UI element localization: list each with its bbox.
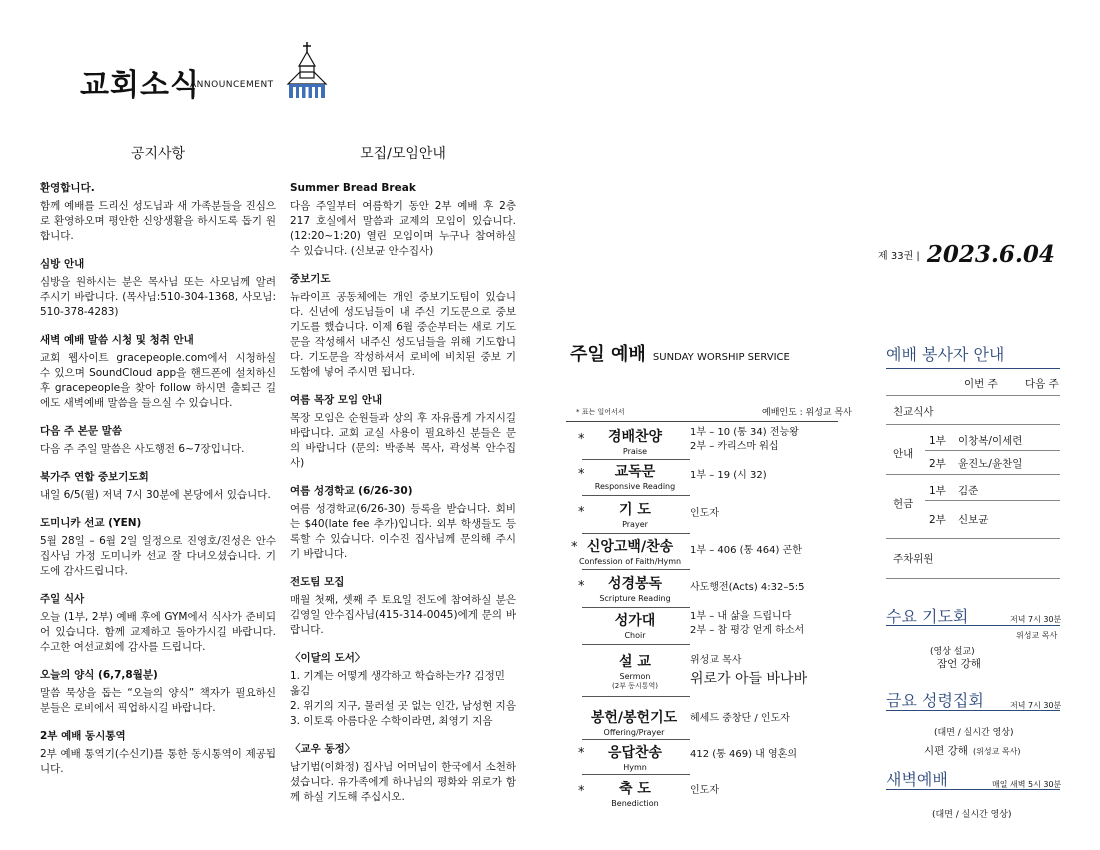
order-title: 신앙고백/찬송 <box>586 539 674 555</box>
order-subtitle: Scripture Reading <box>599 594 671 603</box>
notice-body: 2부 예배 통역기(수신기)를 통한 동시통역이 제공됩니다. <box>40 748 276 775</box>
notice-title: 주일 식사 <box>40 593 85 605</box>
servants-title: 예배 봉사자 안내 <box>886 345 1005 364</box>
worship-title-en: SUNDAY WORSHIP SERVICE <box>652 352 790 363</box>
standing-mark: * <box>571 540 578 555</box>
order-title: 봉헌/봉헌기도 <box>590 710 678 726</box>
usher-session: 1부 <box>929 435 946 447</box>
order-subtitle: Choir <box>624 631 646 640</box>
notice-body: 말씀 묵상을 돕는 “오늘의 양식” 책자가 필요하신 분들은 로비에서 픽업하시길 바랍니다. <box>40 687 276 714</box>
wednesday-note: (영상 설교) <box>930 647 975 657</box>
recruit-item <box>290 181 516 259</box>
recruit-item <box>290 742 516 805</box>
book-list <box>290 651 516 729</box>
standing-note: * 표는 일어서서 <box>576 408 625 416</box>
divider <box>886 538 1060 539</box>
order-subtitle: Responsive Reading <box>594 482 676 491</box>
order-detail: 인도자 <box>690 508 719 519</box>
column-this-week: 이번 주 <box>964 378 998 390</box>
notice-item <box>40 181 276 244</box>
friday-leader: (위성교 목사) <box>973 747 1021 756</box>
divider <box>582 533 690 534</box>
recruit-item <box>290 484 516 562</box>
dawn-time: 매일 새벽 5시 30분 <box>992 780 1062 789</box>
order-subtitle: Sermon <box>619 672 651 681</box>
order-subtitle: Hymn <box>623 763 647 772</box>
order-subtitle: Benediction <box>611 799 659 808</box>
order-detail: 위성교 목사 <box>690 655 742 666</box>
recruit-title: 〈교우 동정〉 <box>290 743 356 755</box>
recruit-body: 목장 모임은 순원들과 상의 후 자유롭게 가지시길 바랍니다. 교회 교실 사용이 필요하신 분들은 문의 바랍니다 (문의: 박종복 목사, 곽성복 안수집사) <box>290 412 516 469</box>
recruit-body: 남기범(이화정) 집사님 어머님이 한국에서 소천하셨습니다. 유가족에게 하나님의 평화와 위로가 함께 하실 기도해 주십시오. <box>290 761 516 803</box>
order-note: (2부 동시통역) <box>612 682 658 690</box>
divider <box>582 644 690 645</box>
order-detail: 2부 – 카리스마 워십 <box>690 441 779 452</box>
recruit-title: 여름 성경학교 (6/26-30) <box>290 485 413 497</box>
divider <box>582 459 690 460</box>
friday-note: (대면 / 실시간 영상) <box>934 728 1014 738</box>
order-title: 기 도 <box>619 502 651 518</box>
order-title: 응답찬송 <box>607 745 663 761</box>
standing-mark: * <box>578 505 585 520</box>
wednesday-title: 수요 기도회 <box>886 607 969 626</box>
usher-session: 2부 <box>929 458 946 470</box>
notices-column <box>40 181 276 790</box>
page-title: 교회소식 <box>80 68 200 103</box>
order-title: 성가대 <box>614 613 656 629</box>
notice-item <box>40 333 276 411</box>
book-list-title: 〈이달의 도서〉 <box>290 652 366 664</box>
recruit-item <box>290 272 516 380</box>
notice-title: 도미니카 선교 (YEN) <box>40 517 142 529</box>
sermon-title: 위로가 아들 바나바 <box>690 671 808 687</box>
page-subtitle: ANNOUNCEMENT <box>190 80 274 90</box>
divider <box>925 450 1060 451</box>
notice-body: 함께 예배를 드리신 성도님과 새 가족분들을 진심으로 환영하오며 평안한 신앙생활을 하시도록 돕기 원합니다. <box>40 200 276 242</box>
divider <box>582 495 690 496</box>
standing-mark: * <box>578 432 585 447</box>
divider <box>886 368 1060 369</box>
wednesday-time: 저녁 7시 30분 <box>1010 615 1062 624</box>
notice-title: 심방 안내 <box>40 258 85 270</box>
order-detail: 사도행전(Acts) 4:32–5:5 <box>690 582 805 593</box>
column-next-week: 다음 주 <box>1025 378 1059 390</box>
notice-body: 심방을 원하시는 분은 목사님 또는 사모님께 알려 주시기 바랍니다. (목사님:510-304-1368, 사모님: 510-378-4283) <box>40 276 276 318</box>
friday-topic-line <box>924 739 1020 758</box>
standing-mark: * <box>578 467 585 482</box>
order-detail: 인도자 <box>690 785 719 796</box>
order-subtitle: Prayer <box>622 520 648 529</box>
offering-session: 2부 <box>929 514 946 526</box>
friday-time: 저녁 7시 30분 <box>1010 701 1062 710</box>
divider <box>886 625 1060 626</box>
order-detail: 1부 – 내 삶을 드립니다 <box>690 611 792 622</box>
worship-leader: 예배인도 : 위성교 목사 <box>762 408 852 418</box>
notice-item <box>40 257 276 320</box>
recruit-title: 전도팀 모집 <box>290 576 345 588</box>
order-detail: 1부 – 19 (시 32) <box>690 470 767 481</box>
friday-topic: 시편 강해 <box>924 745 968 757</box>
standing-mark: * <box>578 579 585 594</box>
recruit-item <box>290 393 516 471</box>
issue-date: 2023.6.04 <box>926 241 1055 268</box>
usher-label: 안내 <box>893 448 914 460</box>
divider <box>582 774 690 775</box>
recruit-title: Summer Bread Break <box>290 182 416 194</box>
notice-body: 5월 28일 – 6월 2일 일정으로 진영호/진성은 안수집사님 가정 도미니카 선교 잘 다녀오셨습니다. 기도에 감사드립니다. <box>40 535 276 577</box>
wednesday-topic: 잠언 강해 <box>937 658 981 670</box>
notice-body: 내일 6/5(월) 저녁 7시 30분에 본당에서 있습니다. <box>40 489 271 501</box>
recruit-title: 중보기도 <box>290 273 331 285</box>
book-item: 1. 기계는 어떻게 생각하고 학습하는가? 김정민 옮김 <box>290 670 505 697</box>
notice-body: 교회 웹사이트 gracepeople.com에서 시청하실 수 있으며 SoundCloud app을 핸드폰에 설치하신 후 gracepeople을 찾아 follow 하시면 출퇴근 길에도 새벽예배 말씀을 들으실 수 있습니다. <box>40 352 276 409</box>
worship-title-ko: 주일 예배 <box>570 344 646 365</box>
recruit-title: 여름 목장 모임 안내 <box>290 394 383 406</box>
order-detail: 헤세드 중창단 / 인도자 <box>690 713 790 724</box>
recruit-body: 여름 성경학교(6/26-30) 등록을 받습니다. 회비는 $40(late fee 추가)입니다. 외부 학생들도 등록할 수 있습니다. 이수진 집사님께 문의해 주시기 바랍니다. <box>290 503 516 560</box>
order-title: 성경봉독 <box>607 576 663 592</box>
notice-title: 새벽 예배 말씀 시청 및 청취 안내 <box>40 334 194 346</box>
order-title: 설 교 <box>619 654 651 670</box>
notice-item <box>40 592 276 655</box>
order-subtitle: Offering/Prayer <box>603 728 665 737</box>
divider <box>886 395 1060 396</box>
divider <box>582 607 690 608</box>
notice-item <box>40 470 276 503</box>
offering-session: 1부 <box>929 485 946 497</box>
notice-item <box>40 729 276 777</box>
notice-body: 오늘 (1부, 2부) 예배 후에 GYM에서 식사가 준비되어 있습니다. 함께 교제하고 돌아가시길 바랍니다. 수고한 여선교회에 감사를 드립니다. <box>40 611 276 653</box>
notice-item <box>40 668 276 716</box>
notice-body: 다음 주 주일 말씀은 사도행전 6~7장입니다. <box>40 443 245 455</box>
offering-name: 신보균 <box>958 514 989 526</box>
usher-name: 이창복/이세련 <box>958 435 1023 447</box>
issue-volume: 제 33권 | <box>878 251 920 262</box>
notice-title: 다음 주 본문 말씀 <box>40 425 122 437</box>
divider <box>886 424 1060 425</box>
usher-name: 윤진노/윤찬일 <box>958 458 1023 470</box>
divider <box>566 421 838 422</box>
divider <box>886 578 1060 579</box>
order-detail: 2부 – 참 평강 얻게 하소서 <box>690 625 805 636</box>
order-subtitle: Praise <box>622 447 648 456</box>
book-item: 2. 위기의 지구, 물러설 곳 없는 인간, 남성현 지음 <box>290 700 516 712</box>
standing-mark: * <box>578 784 585 799</box>
recruit-body: 뉴라이프 공동체에는 개인 중보기도팀이 있습니다. 신년에 성도님들이 내 주신 기도문으로 중보기도를 했습니다. 이제 6월 중순부터는 새로 기도문을 작성해서 내주신 성도님들을 위해 기도합니다. 기도문을 작성하셔서 로비에 비치된 중보 기도함에 넣어 주시면 됩니다. <box>290 291 516 378</box>
offering-label: 헌금 <box>893 498 914 510</box>
recruit-body: 매월 첫째, 셋째 주 토요일 전도에 참여하실 분은 김영일 안수집사님(415-314-0045)에게 문의 바랍니다. <box>290 594 516 636</box>
divider <box>582 739 690 740</box>
notices-heading: 공지사항 <box>130 146 186 162</box>
order-subtitle: Confession of Faith/Hymn <box>578 557 682 566</box>
order-detail: 412 (통 469) 내 영혼의 <box>690 749 797 760</box>
parking-label: 주차위원 <box>893 553 934 565</box>
divider <box>886 474 1060 475</box>
dawn-note: (대면 / 실시간 영상) <box>932 810 1012 820</box>
recruit-heading: 모집/모임안내 <box>360 146 446 162</box>
offering-name: 김준 <box>958 485 979 497</box>
order-title: 경배찬양 <box>607 429 663 445</box>
book-item: 3. 이토록 아름다운 수학이라면, 최영기 지음 <box>290 715 493 727</box>
recruit-column <box>290 181 516 818</box>
wednesday-leader: 위성교 목사 <box>1016 631 1058 640</box>
greeter-label: 친교식사 <box>893 406 934 418</box>
notice-title: 2부 예배 동시통역 <box>40 730 126 742</box>
notice-item <box>40 516 276 579</box>
notice-title: 환영합니다. <box>40 182 95 194</box>
divider <box>925 500 1060 501</box>
divider <box>582 696 690 697</box>
issue-info <box>878 241 1055 268</box>
order-title: 교독문 <box>614 464 656 480</box>
friday-title: 금요 성령집회 <box>886 691 984 710</box>
notice-title: 오늘의 양식 (6,7,8월분) <box>40 669 158 681</box>
church-icon <box>286 42 328 104</box>
order-title: 축 도 <box>619 781 651 797</box>
dawn-title: 새벽예배 <box>886 770 948 789</box>
order-detail: 1부 – 406 (통 464) 곤한 <box>690 545 802 556</box>
worship-title <box>570 340 790 366</box>
recruit-item <box>290 575 516 638</box>
standing-mark: * <box>578 746 585 761</box>
order-detail: 1부 – 10 (통 34) 전능왕 <box>690 427 799 438</box>
notice-item <box>40 424 276 457</box>
recruit-body: 다음 주일부터 여름학기 동안 2부 예배 후 2층 217 호실에서 말씀과 교제의 모임이 있습니다. (12:20~1:20) 열린 모임이며 누구나 참여하실 수 있습니다. (신보균 안수집사) <box>290 200 516 257</box>
divider <box>582 569 690 570</box>
notice-title: 북가주 연합 중보기도회 <box>40 471 149 483</box>
